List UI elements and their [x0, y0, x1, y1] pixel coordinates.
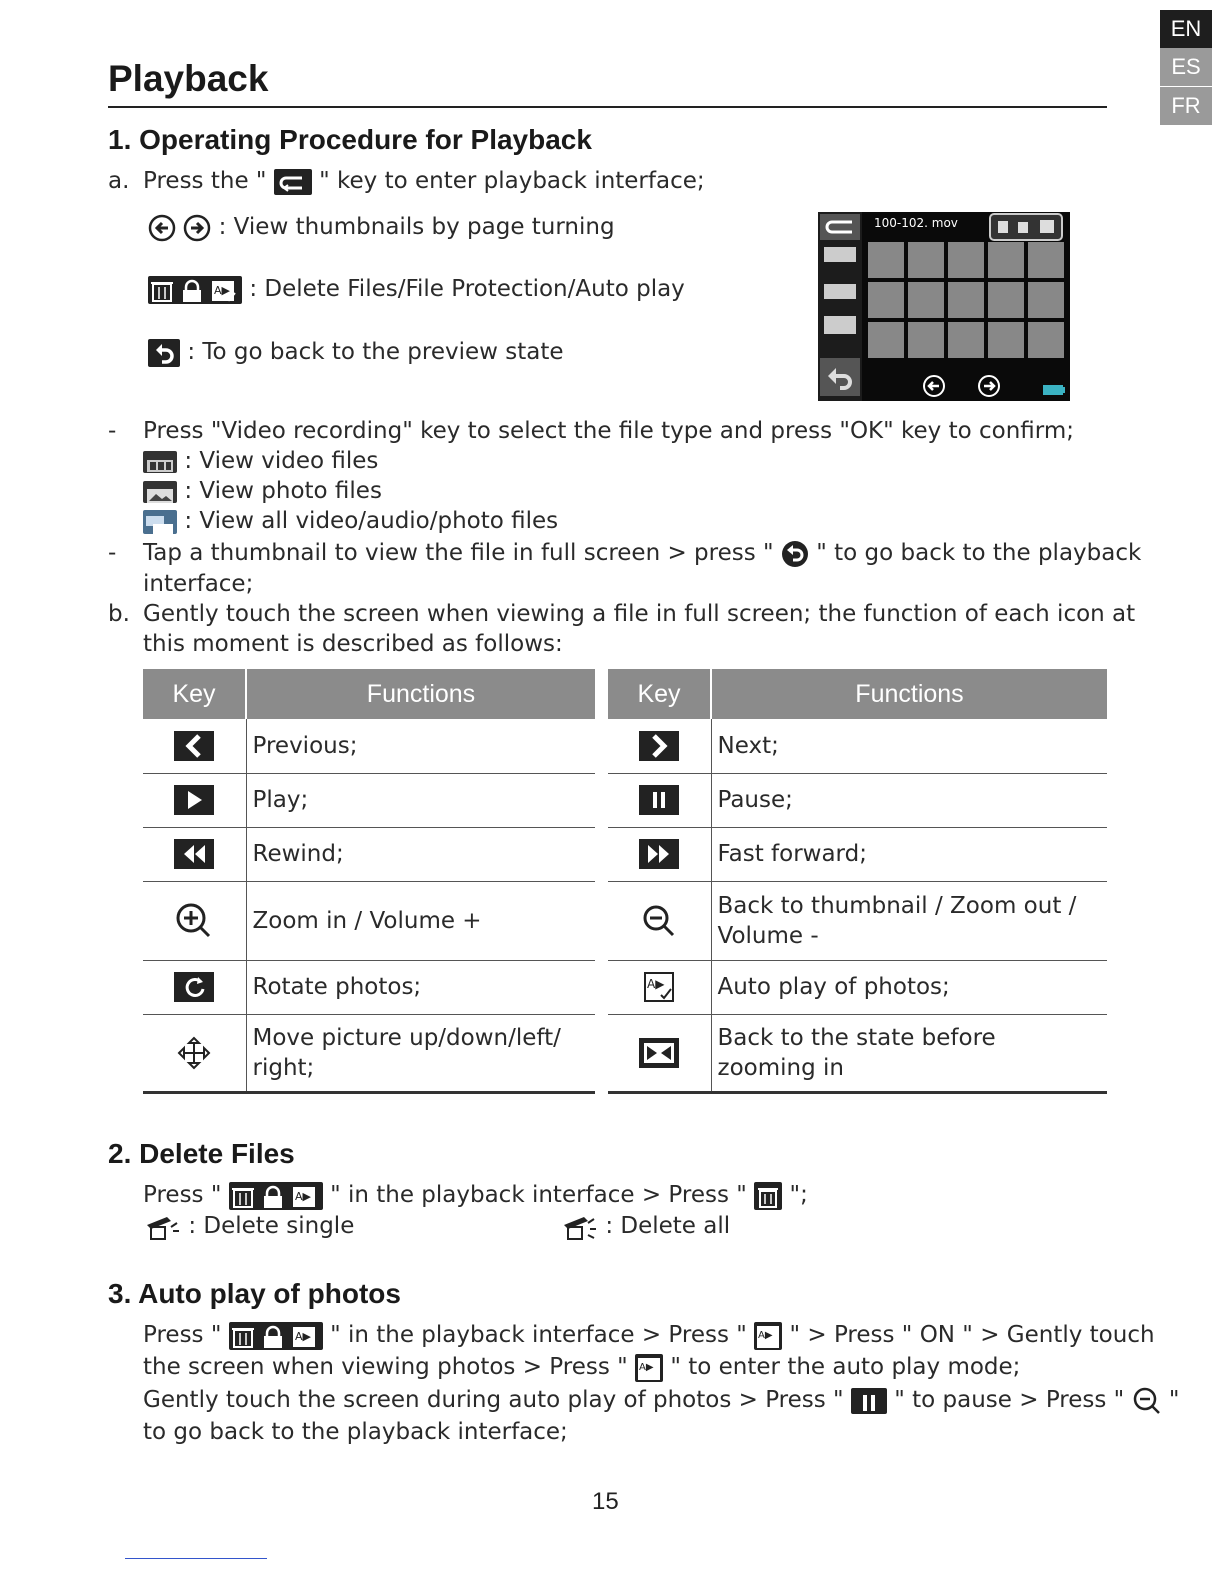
fast-forward-icon	[608, 827, 711, 881]
previous-icon	[143, 719, 246, 773]
move-desc-line1: Move picture up/down/left/	[252, 1024, 561, 1051]
zoom-out-desc-line2: Volume -	[717, 922, 819, 949]
delete-all-desc: : Delete all	[605, 1213, 731, 1239]
bullet-thumbnail-post: " to go back to the playback	[816, 540, 1142, 566]
restore-zoom-desc: Back to the state before zooming in	[711, 1014, 1107, 1092]
thumbnail	[948, 242, 984, 278]
all-files-desc: : View all video/audio/photo files	[184, 508, 559, 534]
play-desc: Play;	[246, 773, 595, 827]
move-icon	[143, 1014, 246, 1092]
table-row	[143, 773, 595, 827]
lang-tab-fr[interactable]: FR	[1160, 87, 1212, 125]
auto-play-icon	[754, 1322, 782, 1350]
autoplay-l3-b: " to pause > Press "	[894, 1387, 1125, 1413]
thumbnail	[948, 282, 984, 318]
screen-prev-icon	[922, 374, 946, 398]
fast-forward-desc: Fast forward;	[711, 827, 1107, 881]
autoplay-line2	[143, 1352, 1020, 1382]
thumbnail	[988, 322, 1024, 358]
zoom-out-desc	[711, 881, 1107, 960]
auto-play-icon	[608, 960, 711, 1014]
svg-text:A▶: A▶	[214, 284, 230, 297]
lang-tab-en[interactable]: EN	[1160, 10, 1212, 48]
delete-all-row	[560, 1211, 730, 1241]
table-row	[143, 827, 595, 881]
table-header-row	[608, 669, 1107, 719]
table-row	[143, 1014, 595, 1092]
tools-strip-icon	[229, 1182, 323, 1210]
autoplay-l3-c: "	[1168, 1387, 1180, 1413]
pause-icon	[608, 773, 711, 827]
playback-screen-illustration	[818, 212, 1070, 401]
bullet-thumbnail	[143, 538, 1141, 568]
step-a-marker: a.	[108, 168, 130, 194]
rotate-desc: Rotate photos;	[246, 960, 595, 1014]
rewind-desc: Rewind;	[246, 827, 595, 881]
functions-table-right	[608, 669, 1107, 1094]
step-a-pre: Press the "	[143, 168, 267, 194]
thumbnail	[868, 322, 904, 358]
functions-header: Functions	[711, 669, 1107, 719]
thumbnail	[868, 242, 904, 278]
video-files-desc: : View video files	[184, 448, 379, 474]
title-rule	[108, 106, 1107, 108]
autoplay-l3-a: Gently touch the screen during auto play of photos > Press "	[143, 1387, 844, 1413]
key-header: Key	[143, 669, 246, 719]
section1-heading: 1. Operating Procedure for Playback	[108, 124, 592, 155]
autoplay-l1-c: " > Press " ON " > Gently touch	[789, 1322, 1155, 1348]
section2-heading: 2. Delete Files	[108, 1138, 295, 1169]
step-a-post: " key to enter playback interface;	[319, 168, 705, 194]
thumbnail	[868, 282, 904, 318]
screen-next-icon	[977, 374, 1001, 398]
autoplay-line4: to go back to the playback interface;	[143, 1419, 568, 1445]
svg-text:A▶: A▶	[639, 1362, 654, 1373]
next-icon	[608, 719, 711, 773]
svg-text:A▶: A▶	[294, 1190, 311, 1203]
thumbnail	[1028, 282, 1064, 318]
back-desc: : To go back to the preview state	[187, 339, 564, 365]
delete-single-icon	[143, 1213, 181, 1241]
table-header-row	[143, 669, 595, 719]
autoplay-l1-a: Press "	[143, 1322, 222, 1348]
key-header: Key	[608, 669, 711, 719]
delete-pre: Press "	[143, 1182, 222, 1208]
autoplay-line1	[143, 1320, 1155, 1350]
svg-text:A▶: A▶	[758, 1330, 773, 1341]
arrows-desc: : View thumbnails by page turning	[218, 214, 615, 240]
pause-icon	[851, 1388, 887, 1414]
tools-row	[148, 274, 685, 304]
table-row	[608, 773, 1107, 827]
back-row	[148, 337, 564, 367]
svg-text:A▶: A▶	[647, 977, 665, 991]
battery-icon	[1042, 384, 1066, 396]
table-row	[143, 719, 595, 773]
bullet-file-type: Press "Video recording" key to select the file type and press "OK" key to confirm;	[143, 418, 1074, 444]
thumbnail	[1028, 242, 1064, 278]
functions-header: Functions	[246, 669, 595, 719]
tools-strip-icon	[229, 1322, 323, 1350]
delete-mid: " in the playback interface > Press "	[330, 1182, 747, 1208]
zoom-out-icon	[608, 881, 711, 960]
bullet-thumbnail-pre: Tap a thumbnail to view the file in full screen > press "	[143, 540, 774, 566]
move-desc	[246, 1014, 595, 1092]
step-b-line2: this moment is described as follows:	[143, 631, 563, 657]
delete-single-row	[143, 1211, 354, 1241]
delete-instruction	[143, 1180, 808, 1210]
all-files-icon	[143, 510, 177, 534]
table-row	[608, 827, 1107, 881]
zoom-out-desc-line1: Back to thumbnail / Zoom out /	[717, 892, 1077, 919]
zoom-out-icon	[1132, 1386, 1162, 1416]
previous-desc: Previous;	[246, 719, 595, 773]
thumbnail	[948, 322, 984, 358]
play-icon	[143, 773, 246, 827]
functions-table-left	[143, 669, 595, 1094]
thumbnail-grid	[868, 242, 1064, 358]
thumbnail	[988, 282, 1024, 318]
autoplay-l2-b: " to enter the auto play mode;	[670, 1354, 1021, 1380]
tools-strip-icon	[148, 276, 242, 304]
auto-play-desc: Auto play of photos;	[711, 960, 1107, 1014]
all-files-row	[143, 506, 558, 536]
dash-marker-2: -	[108, 540, 117, 566]
svg-text:A▶: A▶	[294, 1330, 311, 1343]
auto-play-icon	[635, 1354, 663, 1382]
tools-desc: : Delete Files/File Protection/Auto play	[249, 276, 685, 302]
pause-desc: Pause;	[711, 773, 1107, 827]
zoom-in-icon	[143, 881, 246, 960]
thumbnail	[908, 242, 944, 278]
photo-file-icon	[143, 481, 177, 503]
table-row	[608, 719, 1107, 773]
page-number: 15	[592, 1488, 619, 1515]
table-row	[608, 960, 1107, 1014]
bullet-thumbnail-line2: interface;	[143, 571, 254, 597]
step-a-text	[143, 166, 705, 196]
lang-tab-es[interactable]: ES	[1160, 48, 1212, 86]
thumbnail	[1028, 322, 1064, 358]
screen-filename: 100-102. mov	[874, 216, 958, 230]
zoom-in-desc: Zoom in / Volume +	[246, 881, 595, 960]
video-file-icon	[143, 451, 177, 473]
playback-key-icon	[274, 169, 312, 195]
restore-zoom-icon	[608, 1014, 711, 1092]
page-left-icon	[148, 214, 176, 242]
arrows-row	[148, 212, 615, 242]
page-title: Playback	[108, 58, 269, 99]
dash-marker: -	[108, 418, 117, 444]
delete-post: ";	[789, 1182, 808, 1208]
step-b-marker: b.	[108, 601, 130, 627]
back-icon	[148, 339, 180, 367]
rewind-icon	[143, 827, 246, 881]
trash-icon	[754, 1182, 782, 1210]
next-desc: Next;	[711, 719, 1107, 773]
thumbnail	[988, 242, 1024, 278]
move-desc-line2: right;	[252, 1054, 315, 1081]
delete-all-icon	[560, 1213, 598, 1241]
page-right-icon	[183, 214, 211, 242]
footer-line	[125, 1558, 267, 1559]
table-row	[608, 881, 1107, 960]
photo-files-desc: : View photo files	[184, 478, 382, 504]
step-b-line1: Gently touch the screen when viewing a file in full screen; the function of each icon at	[143, 601, 1136, 627]
table-row	[143, 881, 595, 960]
video-files-row	[143, 446, 378, 476]
autoplay-l2-a: the screen when viewing photos > Press "	[143, 1354, 628, 1380]
autoplay-l1-b: " in the playback interface > Press "	[330, 1322, 747, 1348]
rotate-icon	[143, 960, 246, 1014]
return-icon	[781, 540, 809, 568]
thumbnail	[908, 282, 944, 318]
photo-files-row	[143, 476, 382, 506]
table-row	[143, 960, 595, 1014]
thumbnail	[908, 322, 944, 358]
delete-single-desc: : Delete single	[188, 1213, 355, 1239]
section3-heading: 3. Auto play of photos	[108, 1278, 401, 1309]
table-row	[608, 1014, 1107, 1092]
autoplay-line3	[143, 1385, 1179, 1416]
